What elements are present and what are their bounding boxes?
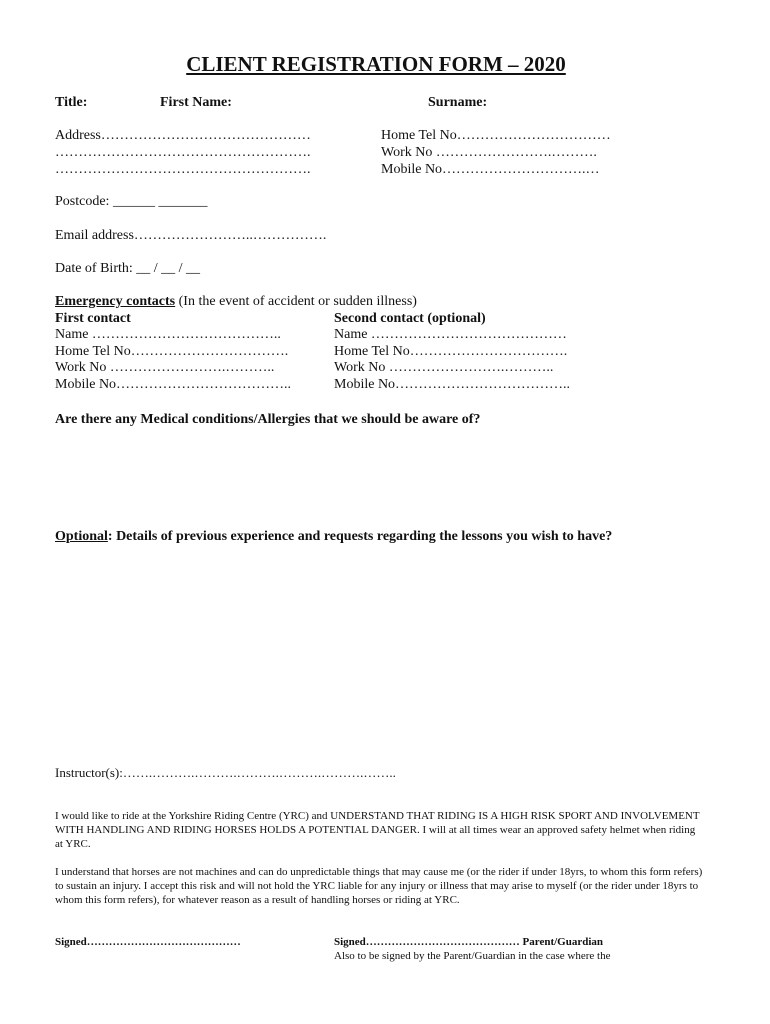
parent-guardian-signature-line: Signed…………………………………… Parent/Guardian — [334, 936, 604, 948]
address-line-1: Address……………………………………… — [55, 128, 311, 143]
declaration-paragraph-2: I understand that horses are not machines and can do unpredictable things that may cause me (or the rider if under 18yrs, to whom this form refers) to sustain an injury. I accept this risk and will not hold the YRC liable for any injury or illness that may arise to myself (or the rider under 18yrs to whom this form refers), for whatever reason as a result of handling horses or riding at YRC. — [55, 866, 703, 906]
instructor-field: Instructor(s):…….……….……….……….……….……….…….. — [55, 765, 396, 780]
first-contact-heading: First contact — [55, 311, 131, 326]
first-contact-home-tel: Home Tel No……………………………. — [55, 344, 289, 359]
work-no-field: Work No …………………….………. — [381, 145, 597, 160]
date-of-birth-field: Date of Birth: __ / __ / __ — [55, 261, 201, 276]
mobile-no-field: Mobile No………………………….… — [381, 162, 600, 177]
declaration-paragraph-1: I would like to ride at the Yorkshire Riding Centre (YRC) and UNDERSTAND THAT RIDING IS A HIGH RISK SPORT AND INVOLVEMENT WITH HANDLING AND RIDING HORSES HOLDS A POTENTIAL DANGER. I will at all times wear an approved safety helmet when riding at YRC. — [55, 810, 700, 850]
second-contact-work-no: Work No …………………….……….. — [334, 360, 554, 375]
address-line-2: ………………………………………………. — [55, 145, 311, 160]
participant-signature-line: Signed…………………………………… — [55, 936, 241, 948]
surname-label: Surname: — [428, 95, 488, 110]
second-contact-mobile-no: Mobile No……………………………….. — [334, 377, 571, 392]
emergency-note-text: (In the event of accident or sudden illness) — [175, 294, 417, 309]
email-field: Email address……………………..……………. — [55, 228, 327, 243]
optional-question-text: : Details of previous experience and requests regarding the lessons you wish to have? — [107, 529, 613, 544]
first-contact-name: Name ………………………………….. — [55, 327, 281, 342]
emergency-heading-text: Emergency contacts — [55, 294, 176, 309]
first-contact-mobile-no: Mobile No……………………………….. — [55, 377, 292, 392]
form-title: CLIENT REGISTRATION FORM – 2020 — [186, 52, 566, 76]
optional-experience-question — [55, 529, 612, 545]
title-label: Title: — [55, 95, 88, 110]
postcode-field: Postcode: ______ _______ — [55, 194, 208, 209]
first-name-label: First Name: — [160, 95, 232, 110]
parent-guardian-note: Also to be signed by the Parent/Guardian in the case where the — [334, 950, 611, 962]
home-tel-field: Home Tel No…………………………… — [381, 128, 611, 143]
second-contact-name: Name …………………………………… — [334, 327, 567, 342]
emergency-contacts-heading — [55, 294, 417, 310]
address-line-3: ………………………………………………. — [55, 162, 311, 177]
first-contact-work-no: Work No …………………….……….. — [55, 360, 275, 375]
second-contact-home-tel: Home Tel No……………………………. — [334, 344, 568, 359]
optional-label: Optional — [55, 529, 108, 544]
medical-conditions-question: Are there any Medical conditions/Allergies that we should be aware of? — [55, 412, 481, 427]
second-contact-heading: Second contact (optional) — [334, 311, 486, 326]
